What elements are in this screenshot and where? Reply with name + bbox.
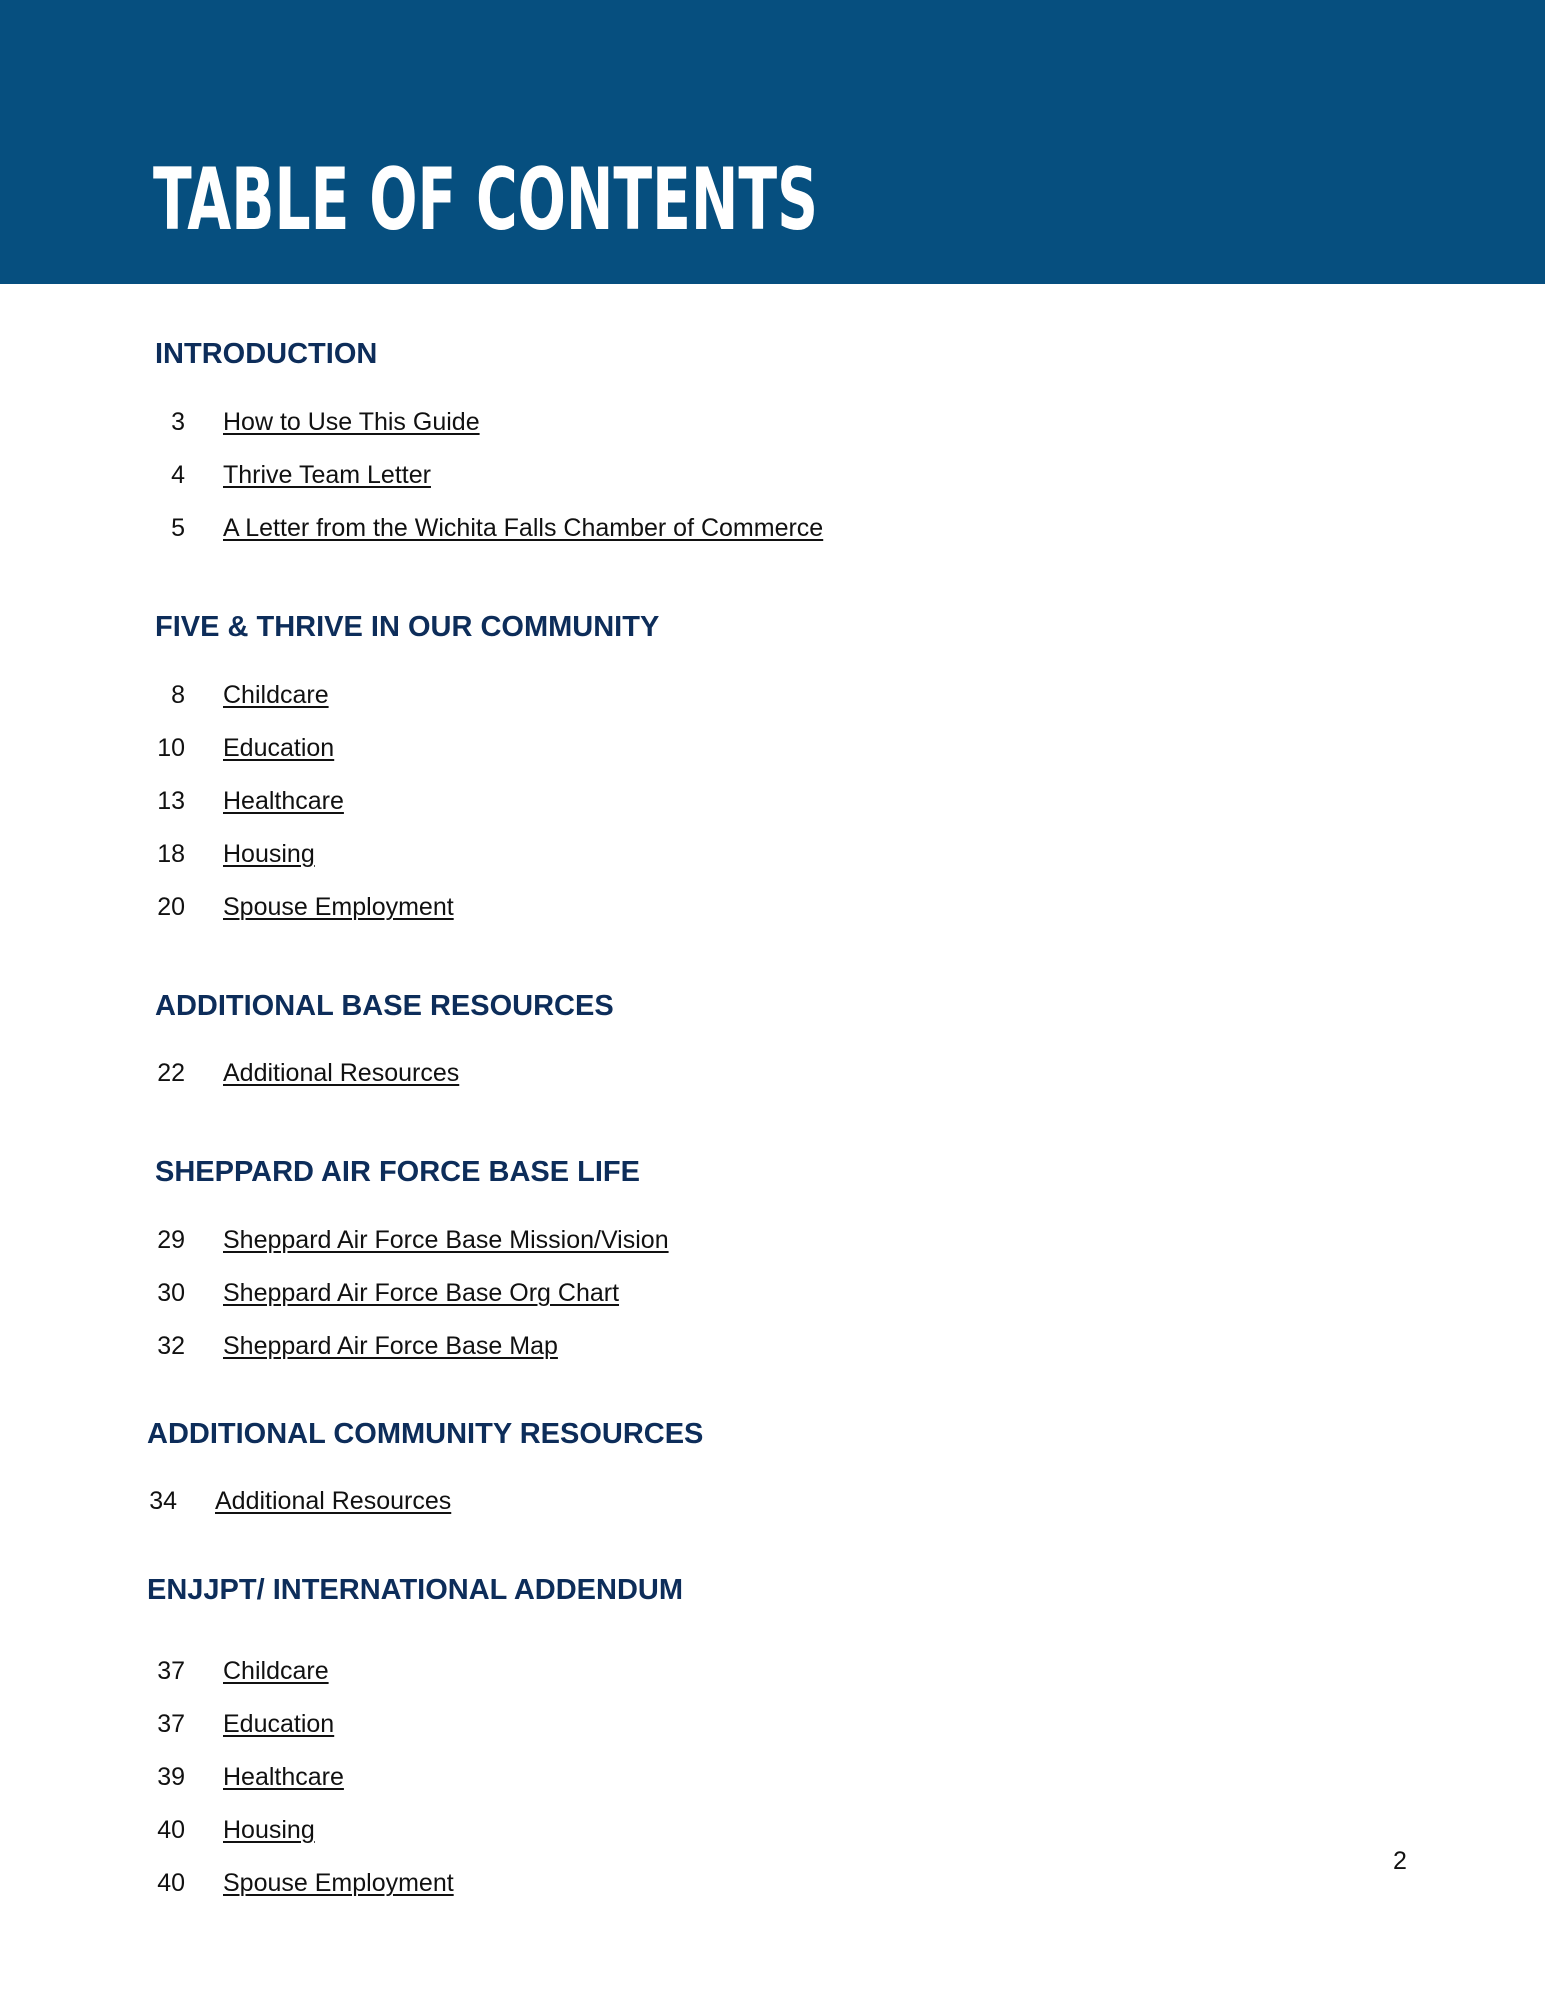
toc-link[interactable]: Education: [223, 734, 335, 762]
page-number: 2: [1393, 1847, 1407, 1875]
toc-link[interactable]: Sheppard Air Force Base Map: [223, 1332, 558, 1360]
toc-link[interactable]: Sheppard Air Force Base Mission/Vision: [223, 1226, 669, 1254]
toc-link[interactable]: A Letter from the Wichita Falls Chamber of Commerce: [223, 514, 824, 542]
toc-page-number: 34: [149, 1487, 177, 1515]
toc-link[interactable]: Sheppard Air Force Base Org Chart: [223, 1279, 620, 1307]
toc-page-number: 5: [171, 514, 185, 542]
toc-link[interactable]: Additional Resources: [223, 1059, 460, 1087]
section-heading-additional-community-resources: ADDITIONAL COMMUNITY RESOURCES: [147, 1418, 704, 1450]
toc-link[interactable]: Housing: [223, 1816, 315, 1844]
toc-page-number: 39: [157, 1763, 185, 1791]
toc-page-number: 37: [157, 1710, 185, 1738]
toc-link[interactable]: Childcare: [223, 681, 329, 709]
toc-page-number: 32: [157, 1332, 185, 1360]
toc-link[interactable]: Spouse Employment: [223, 1869, 454, 1897]
toc-link[interactable]: Childcare: [223, 1657, 329, 1685]
toc-link[interactable]: How to Use This Guide: [223, 408, 480, 436]
toc-page-number: 20: [157, 893, 185, 921]
section-heading-additional-base-resources: ADDITIONAL BASE RESOURCES: [155, 990, 614, 1022]
toc-page-number: 18: [157, 840, 185, 868]
toc-page-number: 29: [157, 1226, 185, 1254]
toc-link[interactable]: Education: [223, 1710, 335, 1738]
title-banner: [0, 0, 1545, 284]
toc-page-number: 30: [157, 1279, 185, 1307]
toc-page-number: 13: [157, 787, 185, 815]
section-heading-introduction: INTRODUCTION: [155, 338, 378, 370]
page-title: TABLE OF CONTENTS: [153, 150, 818, 250]
toc-link[interactable]: Healthcare: [223, 787, 344, 815]
toc-page-number: 22: [157, 1059, 185, 1087]
section-heading-sheppard-afb-life: SHEPPARD AIR FORCE BASE LIFE: [155, 1156, 640, 1188]
toc-page-number: 10: [157, 734, 185, 762]
toc-page-number: 4: [171, 461, 185, 489]
toc-link[interactable]: Spouse Employment: [223, 893, 454, 921]
section-heading-enjjpt-international-addendum: ENJJPT/ INTERNATIONAL ADDENDUM: [147, 1574, 683, 1606]
toc-page-number: 40: [157, 1869, 185, 1897]
section-heading-five-and-thrive: FIVE & THRIVE IN OUR COMMUNITY: [155, 611, 660, 643]
toc-page-number: 40: [157, 1816, 185, 1844]
toc-page-number: 37: [157, 1657, 185, 1685]
toc-link[interactable]: Housing: [223, 840, 315, 868]
toc-link[interactable]: Additional Resources: [215, 1487, 452, 1515]
toc-page-number: 8: [171, 681, 185, 709]
toc-link[interactable]: Healthcare: [223, 1763, 344, 1791]
toc-page-number: 3: [171, 408, 185, 436]
toc-link[interactable]: Thrive Team Letter: [223, 461, 431, 489]
